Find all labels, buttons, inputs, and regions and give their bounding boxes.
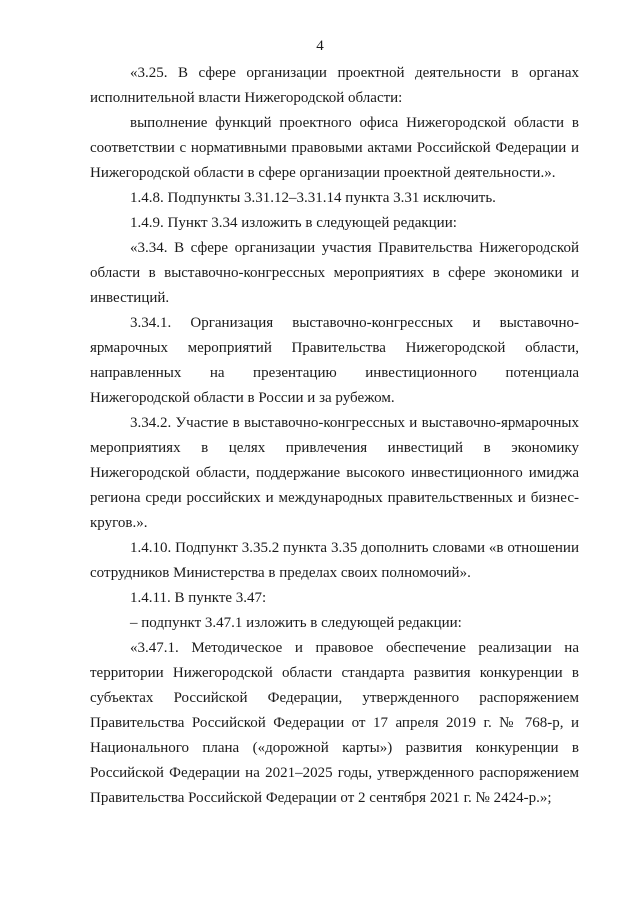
document-body bbox=[90, 61, 579, 811]
paragraph-1-4-10: 1.4.10. Подпункт 3.35.2 пункта 3.35 дополнить словами «в отношении сотрудников Министерства в пределах своих полномочий». bbox=[90, 540, 579, 581]
paragraph-3-47-1: «3.47.1. Методическое и правовое обеспечение реализации на территории Нижегородской области стандарта развития конкуренции в субъектах Российской Федерации, утвержденного распоряжением Правительства Российской Федерации от 17 апреля 2019 г. № 768-р, и Национального плана («дорожной карты») развития конкуренции в Российской Федерации на 2021–2025 годы, утвержденного распоряжением Правительства Российской Федерации от 2 сентября 2021 г. № 2424-р.»; bbox=[90, 640, 579, 806]
paragraph-3-34-1: 3.34.1. Организация выставочно-конгрессных и выставочно-ярмарочных мероприятий Правительства Нижегородской области, направленных на презентацию инвестиционного потенциала Нижегородской области в России и за рубежом. bbox=[90, 315, 579, 406]
paragraph-subpoint-3-47-1: – подпункт 3.47.1 изложить в следующей редакции: bbox=[130, 615, 462, 631]
paragraph-3-34: «3.34. В сфере организации участия Правительства Нижегородской области в выставочно-конгрессных мероприятиях в сфере экономики и инвестиций. bbox=[90, 240, 579, 306]
paragraph-1-4-9: 1.4.9. Пункт 3.34 изложить в следующей редакции: bbox=[130, 215, 457, 231]
paragraph-1-4-8: 1.4.8. Подпункты 3.31.12–3.31.14 пункта 3.31 исключить. bbox=[130, 190, 496, 206]
paragraph-3-25-text: выполнение функций проектного офиса Нижегородской области в соответствии с нормативными правовыми актами Российской Федерации и Нижегородской области в сфере организации проектной деятельности.». bbox=[90, 115, 579, 181]
paragraph-3-34-2: 3.34.2. Участие в выставочно-конгрессных и выставочно-ярмарочных мероприятиях в целях привлечения инвестиций в экономику Нижегородской области, поддержание высокого инвестиционного имиджа региона среди российских и международных правительственных и бизнес-кругов.». bbox=[90, 415, 579, 531]
paragraph-3-25-heading: «3.25. В сфере организации проектной деятельности в органах исполнительной власти Нижегородской области: bbox=[90, 65, 579, 106]
page-number: 4 bbox=[316, 38, 324, 54]
paragraph-1-4-11: 1.4.11. В пункте 3.47: bbox=[130, 590, 267, 606]
